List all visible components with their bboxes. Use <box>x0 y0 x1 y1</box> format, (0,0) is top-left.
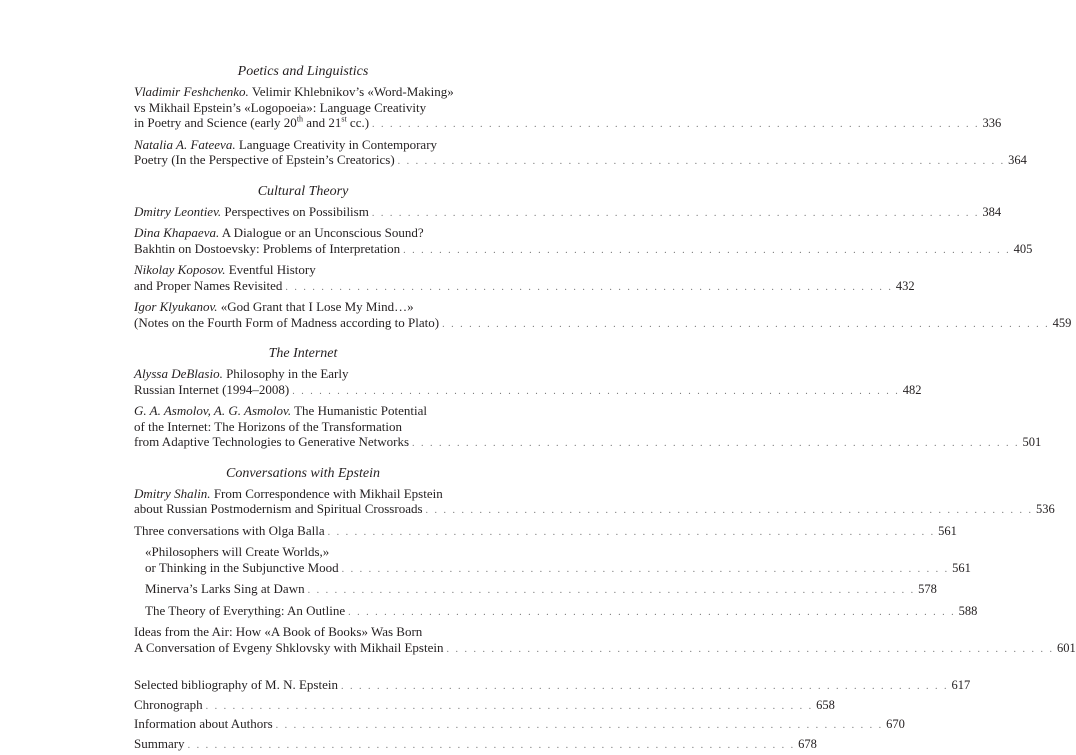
dot-leader <box>426 503 1034 519</box>
page-number: 536 <box>1036 502 1055 516</box>
dot-leader <box>348 605 956 621</box>
entry-text <box>134 315 439 331</box>
entry-line <box>134 501 1055 519</box>
entry-author: Nikolay Koposov. <box>134 262 226 277</box>
entry-line <box>134 225 472 241</box>
page-number: 364 <box>1008 153 1027 167</box>
toc-entry[interactable] <box>134 624 1076 657</box>
entry-line <box>134 522 957 541</box>
page-number: 658 <box>816 697 835 712</box>
entry-author: Natalia A. Fateeva. <box>134 136 236 152</box>
entry-text <box>134 523 325 539</box>
entry-title-line: or Thinking in the Subjunctive Mood <box>145 559 339 575</box>
entry-title-line: Philosophy in the Early <box>226 366 349 381</box>
entry-title-line: The Theory of Everything: An Outline <box>145 602 346 618</box>
toc-entry[interactable] <box>145 544 971 577</box>
superscript: st <box>341 114 347 124</box>
toc-section <box>134 346 1042 452</box>
section-title: The Internet <box>268 346 338 361</box>
appendix-entry[interactable] <box>134 735 817 754</box>
toc-section <box>134 64 1027 170</box>
entry-line <box>134 624 472 640</box>
entry-title-line: Language Creativity in Contemporary <box>238 136 438 152</box>
dot-leader <box>372 117 980 133</box>
page-number: 601 <box>1056 640 1076 655</box>
entry-title-line: A Dialogue or an Unconscious Sound? <box>221 225 424 240</box>
page-number: 432 <box>895 278 915 293</box>
page-number: 617 <box>951 678 971 692</box>
entry-title-line: Ideas from the Air: How «A Book of Books» Was Born <box>134 624 423 639</box>
entry-author: Alyssa DeBlasio. <box>134 366 223 381</box>
entry-title-line: in Poetry and Science (early 20 <box>134 115 297 130</box>
entry-author: Dmitry Shalin. <box>134 485 211 501</box>
entry-title-line: (Notes on the Fourth Form of Madness according to Plato) <box>134 314 440 330</box>
entry-line <box>145 544 472 560</box>
entry-author: Vladimir Feshchenko. <box>134 84 249 99</box>
entry-line <box>134 314 1072 333</box>
section-title: Cultural Theory <box>257 183 349 199</box>
entry-title-line: Poetry (In the Perspective of Epstein’s Creatorics) <box>134 152 395 167</box>
entry-title-line: about Russian Postmodernism and Spiritual Crossroads <box>134 501 423 516</box>
entry-text <box>145 544 329 559</box>
entry-title-line: Velimir Khlebnikov’s «Word-Making» <box>251 84 454 99</box>
entry-line <box>134 366 472 382</box>
toc-entry[interactable] <box>145 581 937 599</box>
entry-title-line: Bakhtin on Dostoevsky: Problems of Interpretation <box>134 240 401 256</box>
dot-leader <box>412 436 1020 452</box>
entry-text <box>134 640 443 656</box>
section-title: Conversations with Epstein <box>226 465 380 481</box>
entry-line <box>134 240 1033 259</box>
entry-title-line: The Humanistic Potential <box>294 403 427 418</box>
entry-title-line: and 21 <box>303 115 342 130</box>
entry-title-line: of the Internet: The Horizons of the Transformation <box>134 418 403 434</box>
entry-title-line: Three conversations with Olga Balla <box>134 522 325 538</box>
entry-line <box>145 581 937 599</box>
entry-text <box>134 434 409 450</box>
entry-text <box>134 624 422 639</box>
page-number: 678 <box>798 736 817 751</box>
toc-entry[interactable] <box>134 203 1002 222</box>
entry-line <box>134 639 1076 658</box>
toc-entry[interactable] <box>145 602 978 621</box>
entry-title-line: from Adaptive Technologies to Generative Networks <box>134 434 410 449</box>
entry-line <box>145 559 971 578</box>
entry-title-line: Perspectives on Possibilism <box>224 203 369 219</box>
appendix-label: Information about Authors <box>134 716 273 731</box>
entry-line <box>134 419 472 435</box>
entry-author: Dmitry Leontiev. <box>134 203 222 219</box>
toc-entry[interactable] <box>134 262 915 295</box>
entry-line <box>134 262 472 278</box>
dot-leader <box>341 679 949 695</box>
entry-text <box>134 100 426 115</box>
toc-entry[interactable] <box>134 299 1072 332</box>
entry-line <box>134 277 915 296</box>
dot-leader <box>285 280 893 296</box>
entry-title-line: cc.) <box>346 115 370 130</box>
entry-title-line: From Correspondence with Mikhail Epstein <box>213 485 443 501</box>
page-number: 561 <box>952 560 971 575</box>
toc-section <box>134 183 1072 333</box>
entry-line <box>134 100 472 116</box>
page-number: 588 <box>958 603 978 618</box>
entry-text <box>134 382 289 398</box>
entry-line <box>134 434 1042 452</box>
entry-text <box>134 501 423 517</box>
entry-line <box>134 735 817 754</box>
entry-title-line: Minerva’s Larks Sing at Dawn <box>145 581 305 596</box>
dot-leader <box>308 583 916 599</box>
appendix-entry[interactable] <box>134 677 971 695</box>
entry-title-line: Eventful History <box>228 262 316 277</box>
entry-text <box>134 262 316 277</box>
toc-entry[interactable] <box>134 84 1002 133</box>
entry-line <box>134 152 1027 170</box>
entry-text <box>134 486 443 501</box>
entry-line <box>145 602 978 621</box>
entry-line <box>134 677 971 695</box>
appendix-label: Summary <box>134 735 185 751</box>
entry-line <box>134 716 905 734</box>
entry-line <box>134 137 472 153</box>
entry-text <box>134 299 414 314</box>
entry-title-line: «Philosophers will Create Worlds,» <box>145 544 330 559</box>
dot-leader <box>403 243 1011 259</box>
entry-line <box>134 381 922 400</box>
toc-entry[interactable] <box>134 225 1033 258</box>
entry-line <box>134 486 472 502</box>
page-number: 459 <box>1052 315 1072 330</box>
entry-line <box>134 114 1002 133</box>
page-number: 561 <box>938 523 957 538</box>
entry-text <box>134 241 400 257</box>
entry-text <box>134 225 424 240</box>
appendix-entry[interactable] <box>134 716 905 734</box>
toc-sections <box>134 64 1076 657</box>
entry-line <box>134 299 472 315</box>
toc-entry[interactable] <box>134 366 922 399</box>
page-number: 384 <box>982 204 1002 219</box>
dot-leader <box>442 317 1050 333</box>
page-number: 578 <box>918 582 937 596</box>
table-of-contents <box>134 64 1076 755</box>
entry-text <box>145 581 305 597</box>
page-number: 501 <box>1022 435 1042 449</box>
page-number: 670 <box>886 717 905 731</box>
dot-leader <box>206 699 814 715</box>
entry-title-line: Russian Internet (1994–2008) <box>134 381 290 397</box>
entry-author: Igor Klyukanov. <box>134 299 218 314</box>
dot-leader <box>446 642 1054 658</box>
dot-leader <box>292 384 900 400</box>
entry-line <box>134 403 472 419</box>
page-number: 482 <box>902 382 922 397</box>
entry-line <box>134 203 1002 222</box>
toc-entry[interactable] <box>134 136 1027 170</box>
entry-title-line: «God Grant that I Lose My Mind…» <box>220 299 414 314</box>
entry-title-line: and Proper Names Revisited <box>134 277 283 293</box>
entry-text <box>134 366 349 381</box>
entry-author: Dina Khapaeva. <box>134 225 220 240</box>
entry-text <box>134 403 427 418</box>
dot-leader <box>372 206 980 222</box>
entry-title-line: vs Mikhail Epstein’s «Logopoeia»: Language Creativity <box>134 99 427 115</box>
entry-text <box>134 115 369 131</box>
dot-leader <box>188 738 796 754</box>
entry-text <box>134 419 402 434</box>
section-title: Poetics and Linguistics <box>237 64 369 79</box>
entry-text <box>134 278 282 294</box>
appendix-entry[interactable] <box>134 696 835 715</box>
entry-line <box>134 696 835 715</box>
toc-entry[interactable] <box>134 485 1055 519</box>
entry-text <box>134 204 369 220</box>
entry-text <box>145 603 345 619</box>
toc-entry[interactable] <box>134 522 957 541</box>
dot-leader <box>276 718 884 734</box>
toc-appendix <box>134 677 971 753</box>
entry-author: G. A. Asmolov, A. G. Asmolov. <box>134 403 292 418</box>
entry-title-line: A Conversation of Evgeny Shklovsky with Mikhail Epstein <box>134 639 444 655</box>
entry-line <box>134 84 472 100</box>
appendix-label: Selected bibliography of M. N. Epstein <box>134 677 338 692</box>
entry-text <box>134 152 395 168</box>
superscript: th <box>296 114 304 124</box>
dot-leader <box>328 525 936 541</box>
appendix-label: Chronograph <box>134 696 203 712</box>
toc-section <box>134 465 1076 658</box>
entry-text <box>134 137 437 152</box>
entry-text <box>145 560 339 576</box>
toc-entry[interactable] <box>134 403 1042 452</box>
dot-leader <box>398 154 1006 170</box>
page-number: 405 <box>1013 241 1033 256</box>
page-number: 336 <box>982 116 1002 130</box>
entry-text <box>134 84 454 99</box>
dot-leader <box>342 562 950 578</box>
